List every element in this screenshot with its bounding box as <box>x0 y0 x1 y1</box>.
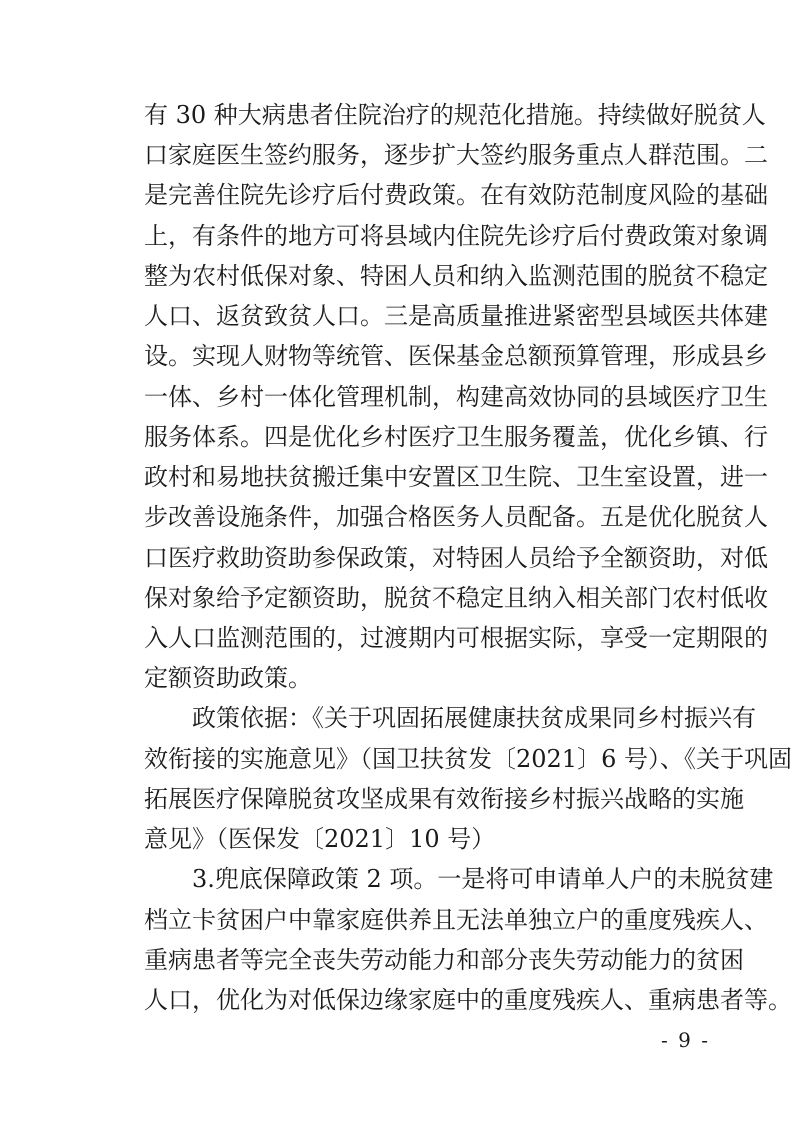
paragraph-1-line-15: 定额资助政策。 <box>144 664 312 692</box>
paragraph-1-line-13: 保对象给予定额资助，脱贫不稳定且纳入相关部门农村低收 <box>144 584 768 612</box>
paragraph-1-line-8: 一体、乡村一体化管理机制，构建高效协同的县域医疗卫生 <box>144 383 768 411</box>
paragraph-1-line-4: 上，有条件的地方可将县域内住院先诊疗后付费政策对象调 <box>144 222 768 250</box>
paragraph-1-line-12: 口医疗救助资助参保政策，对特困人员给予全额资助，对低 <box>144 544 768 572</box>
safety-net-line-2: 档立卡贫困户中靠家庭供养且无法单独立户的重度残疾人、 <box>144 906 768 934</box>
paragraph-1-line-11: 步改善设施条件，加强合格医务人员配备。五是优化脱贫人 <box>144 503 768 531</box>
safety-net-line-3: 重病患者等完全丧失劳动能力和部分丧失劳动能力的贫困 <box>144 946 744 974</box>
paragraph-1-line-9: 服务体系。四是优化乡村医疗卫生服务覆盖，优化乡镇、行 <box>144 423 768 451</box>
policy-basis-line-4: 意见》（医保发〔2021〕10 号） <box>144 825 496 853</box>
policy-basis-line-2: 效衔接的实施意见》（国卫扶贫发〔2021〕6 号）、《关于巩固 <box>144 745 792 773</box>
paragraph-1-line-7: 设。实现人财物等统管、医保基金总额预算管理，形成县乡 <box>144 342 768 370</box>
safety-net-line-4: 人口，优化为对低保边缘家庭中的重度残疾人、重病患者等。 <box>144 986 792 1014</box>
safety-net-line-1: 3.兜底保障政策 2 项。一是将可申请单人户的未脱贫建 <box>192 865 774 893</box>
paragraph-1-line-3: 是完善住院先诊疗后付费政策。在有效防范制度风险的基础 <box>144 181 768 209</box>
paragraph-1-line-1: 有 30 种大病患者住院治疗的规范化措施。持续做好脱贫人 <box>144 101 766 129</box>
paragraph-1-line-14: 入人口监测范围的，过渡期内可根据实际，享受一定期限的 <box>144 624 768 652</box>
page-number: - 9 - <box>661 1028 710 1052</box>
paragraph-1-line-10: 政村和易地扶贫搬迁集中安置区卫生院、卫生室设置，进一 <box>144 463 768 491</box>
policy-basis-line-1: 政策依据：《关于巩固拓展健康扶贫成果同乡村振兴有 <box>192 704 756 732</box>
paragraph-1-line-5: 整为农村低保对象、特困人员和纳入监测范围的脱贫不稳定 <box>144 262 768 290</box>
paragraph-1-line-2: 口家庭医生签约服务，逐步扩大签约服务重点人群范围。二 <box>144 141 768 169</box>
paragraph-1-line-6: 人口、返贫致贫人口。三是高质量推进紧密型县域医共体建 <box>144 302 768 330</box>
policy-basis-line-3: 拓展医疗保障脱贫攻坚成果有效衔接乡村振兴战略的实施 <box>144 785 744 813</box>
